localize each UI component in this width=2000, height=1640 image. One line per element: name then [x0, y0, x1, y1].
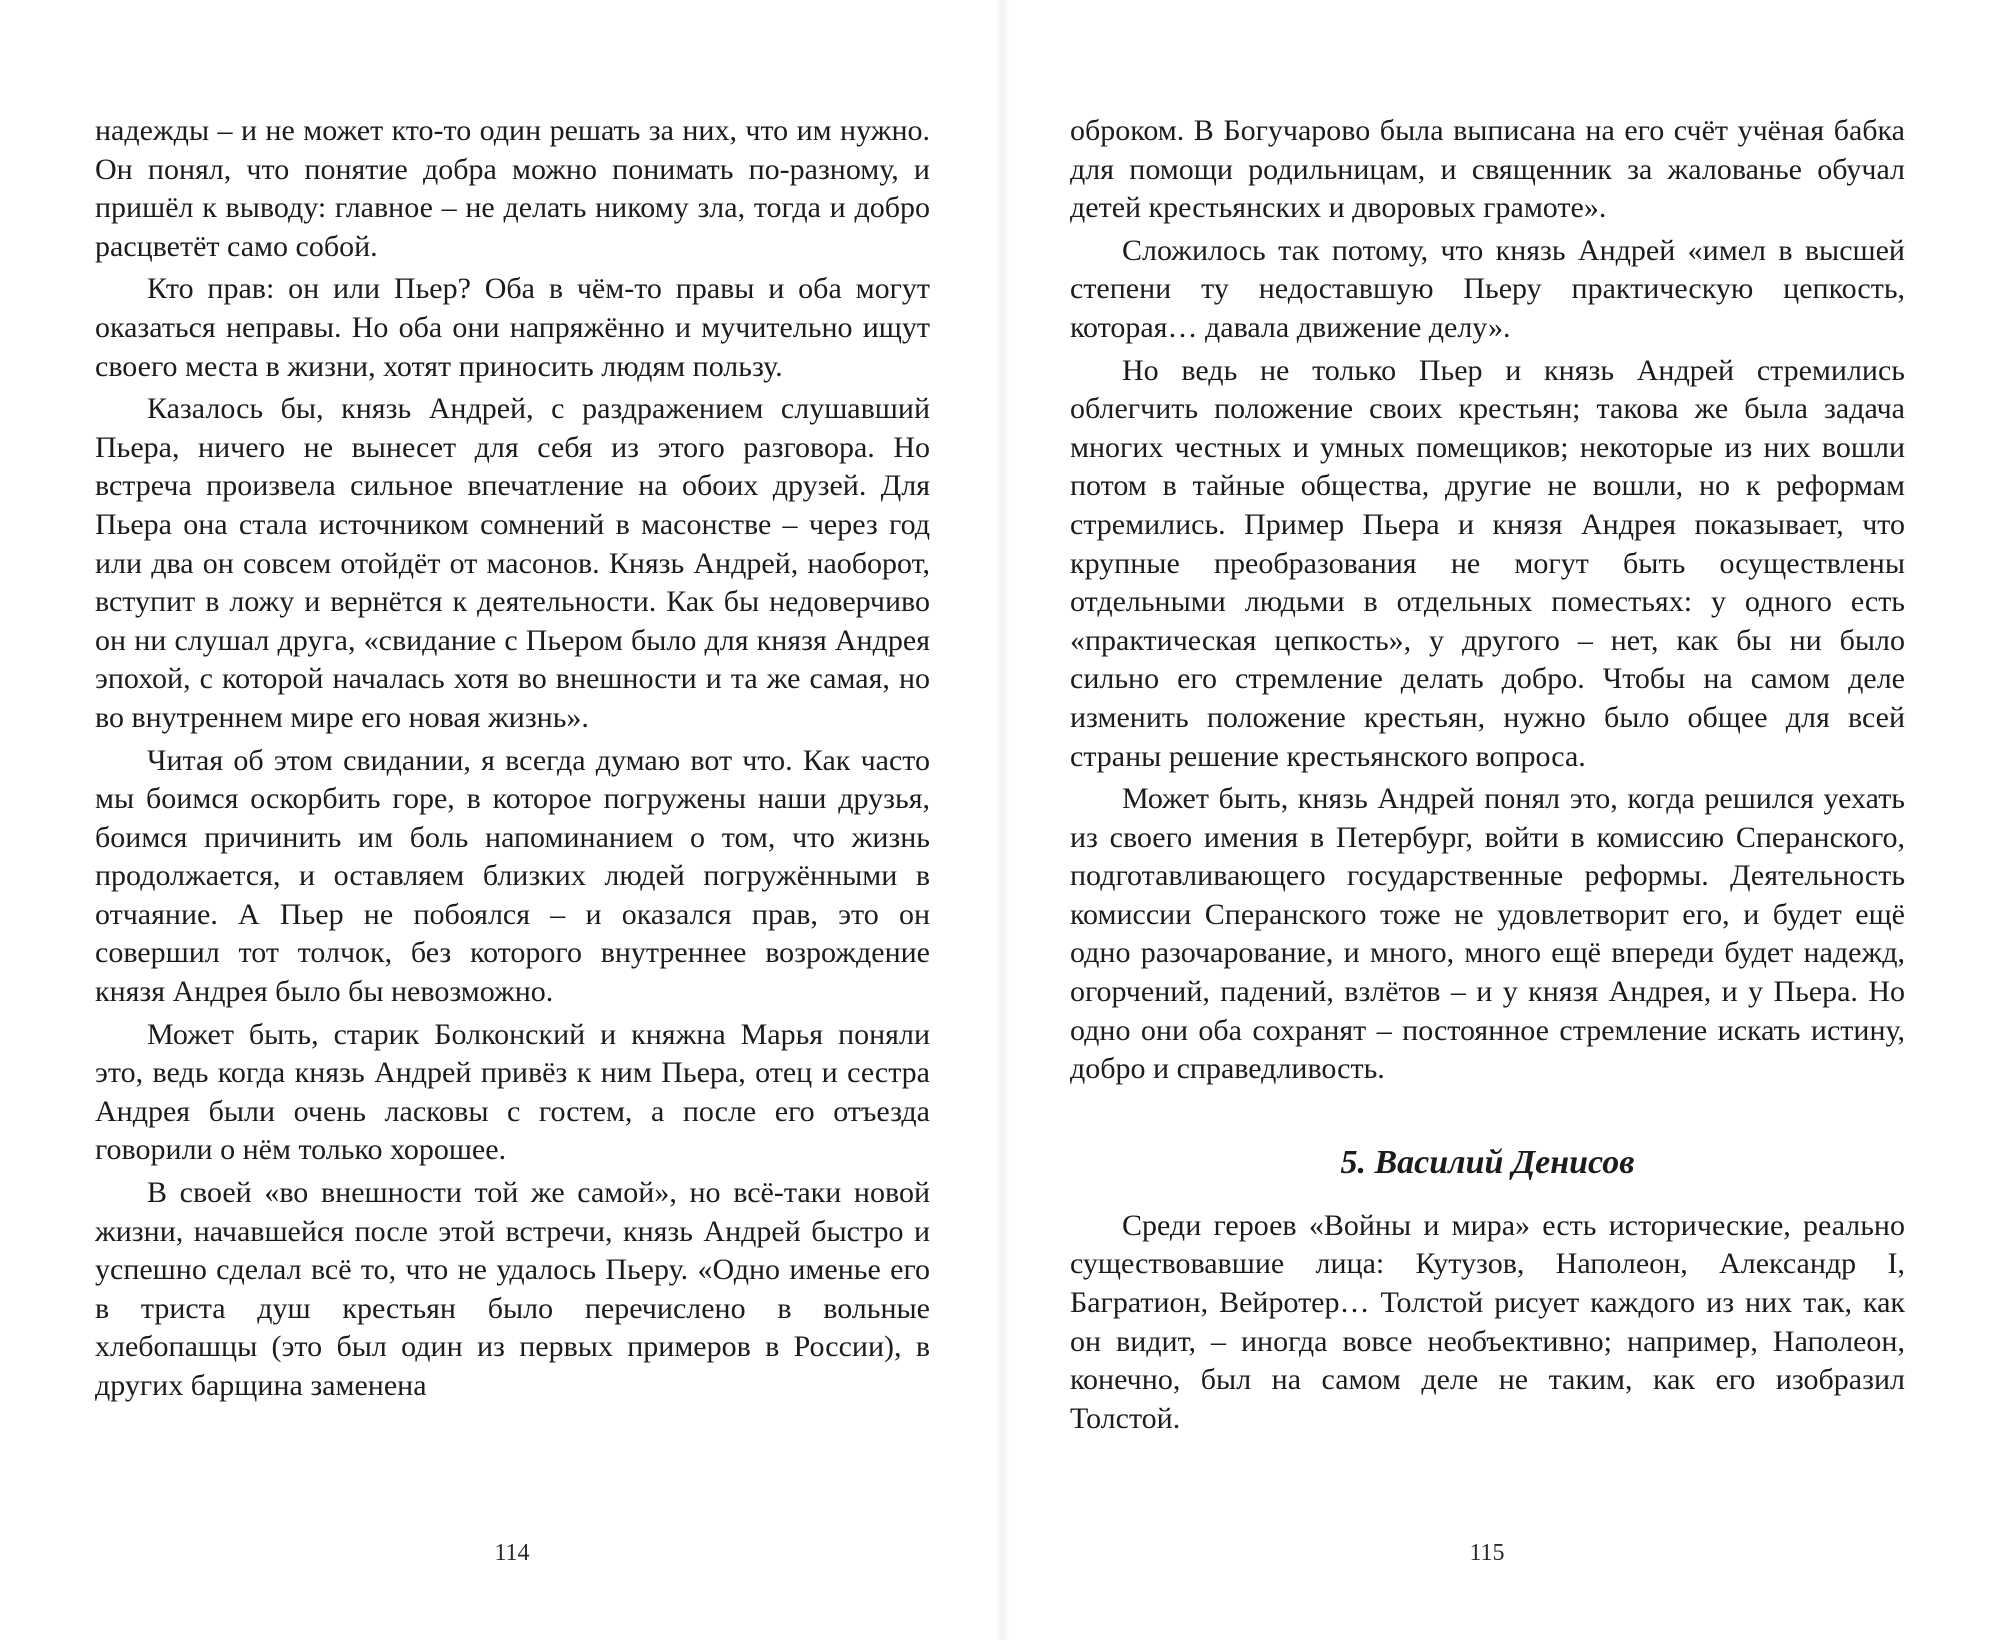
left-paragraph-4: Читая об этом свидании, я всегда думаю вот что. Как часто мы боимся оскорбить горе, в которое погружены наши друзья, боимся причинить им боль напоминанием о том, что жизнь продолжается, и оставляем близких людей погружёнными в отчаяние. А Пьер не побоялся – и оказался прав, это он совершил тот толчок, без которого внутреннее возрождение князя Андрея было бы невозможно. — [95, 743, 930, 1009]
book-gutter — [995, 0, 1009, 1640]
right-page — [1070, 112, 1905, 1572]
left-page — [95, 112, 930, 1572]
page-number-left: 114 — [494, 1540, 530, 1566]
left-paragraph-6: В своей «во внешности той же самой», но всё-таки новой жизни, начавшейся после этой встречи, князь Андрей быстро и успешно сделал всё то, что не удалось Пьеру. «Одно именье его в триста душ крестьян было перечислено в вольные хлебопашцы (это был один из первых примеров в России), в других барщина заменена — [95, 1176, 930, 1402]
right-paragraph-5: Среди героев «Войны и мира» есть исторические, реально существовавшие лица: Кутузов, Наполеон, Александр I, Багратион, Вейротер… Толстой рисует каждого из них так, как он видит, – иногда вовсе необъективно; например, Наполеон, конечно, был на самом деле не таким, как его изобразил Толстой. — [1070, 1208, 1905, 1435]
chapter-heading: 5. Василий Денисов — [1340, 1143, 1635, 1181]
left-paragraph-2: Кто прав: он или Пьер? Оба в чём-то правы и оба могут оказаться неправы. Но оба они напряжённо и мучительно ищут своего места в жизни, хотят приносить людям пользу. — [95, 272, 930, 383]
page-number-right: 115 — [1469, 1540, 1505, 1566]
left-paragraph-3: Казалось бы, князь Андрей, с раздражением слушавший Пьера, ничего не вынесет для себя из этого разговора. Но встреча произвела сильное впечатление на обоих друзей. Для Пьера она стала источником сомнений в масонстве – через год или два он совсем отойдёт от масонов. Князь Андрей, наоборот, вступит в ложу и вернётся к деятельности. Как бы недоверчиво он ни слушал друга, «свидание с Пьером было для князя Андрея эпохой, с которой началась хотя во внешности и та же самая, но во внутреннем мире его новая жизнь». — [95, 392, 930, 734]
right-paragraph-3: Но ведь не только Пьер и князь Андрей стремились облегчить положение своих крестьян; такова же была задача многих честных и умных помещиков; некоторые из них вошли потом в тайные общества, другие не вошли, но к реформам стремились. Пример Пьера и князя Андрея показывает, что крупные преобразования не могут быть осуществлены отдельными людьми в отдельных поместьях: у одного есть «практическая цепкость», у другого – нет, как бы ни было сильно его стремление делать добро. Чтобы на самом деле изменить положение крестьян, нужно было общее для всей страны решение крестьянского вопроса. — [1070, 353, 1905, 773]
right-paragraph-2: Сложилось так потому, что князь Андрей «имел в высшей степени ту недоставшую Пьеру практическую цепкость, которая… давала движение делу». — [1070, 233, 1905, 344]
right-paragraph-4: Может быть, князь Андрей понял это, когда решился уехать из своего имения в Петербург, войти в комиссию Сперанского, подготавливающего государственные реформы. Деятельность комиссии Сперанского тоже не удовлетворит его, и будет ещё одно разочарование, и много, много ещё впереди будет надежд, огорчений, падений, взлётов – и у князя Андрея, и у Пьера. Но одно они оба сохранят – постоянное стремление искать истину, добро и справедливость. — [1070, 782, 1905, 1086]
left-paragraph-1: надежды – и не может кто-то один решать за них, что им нужно. Он понял, что понятие добра можно понимать по-разному, и пришёл к выводу: главное – не делать никому зла, тогда и добро расцветёт само собой. — [95, 114, 930, 263]
right-paragraph-1: оброком. В Богучарово была выписана на его счёт учёная бабка для помощи родильницам, и священник за жалованье обучал детей крестьянских и дворовых грамоте». — [1070, 114, 1905, 225]
left-paragraph-5: Может быть, старик Болконский и княжна Марья поняли это, ведь когда князь Андрей привёз к ним Пьера, отец и сестра Андрея были очень ласковы с гостем, а после его отъезда говорили о нём только хорошее. — [95, 1017, 930, 1167]
